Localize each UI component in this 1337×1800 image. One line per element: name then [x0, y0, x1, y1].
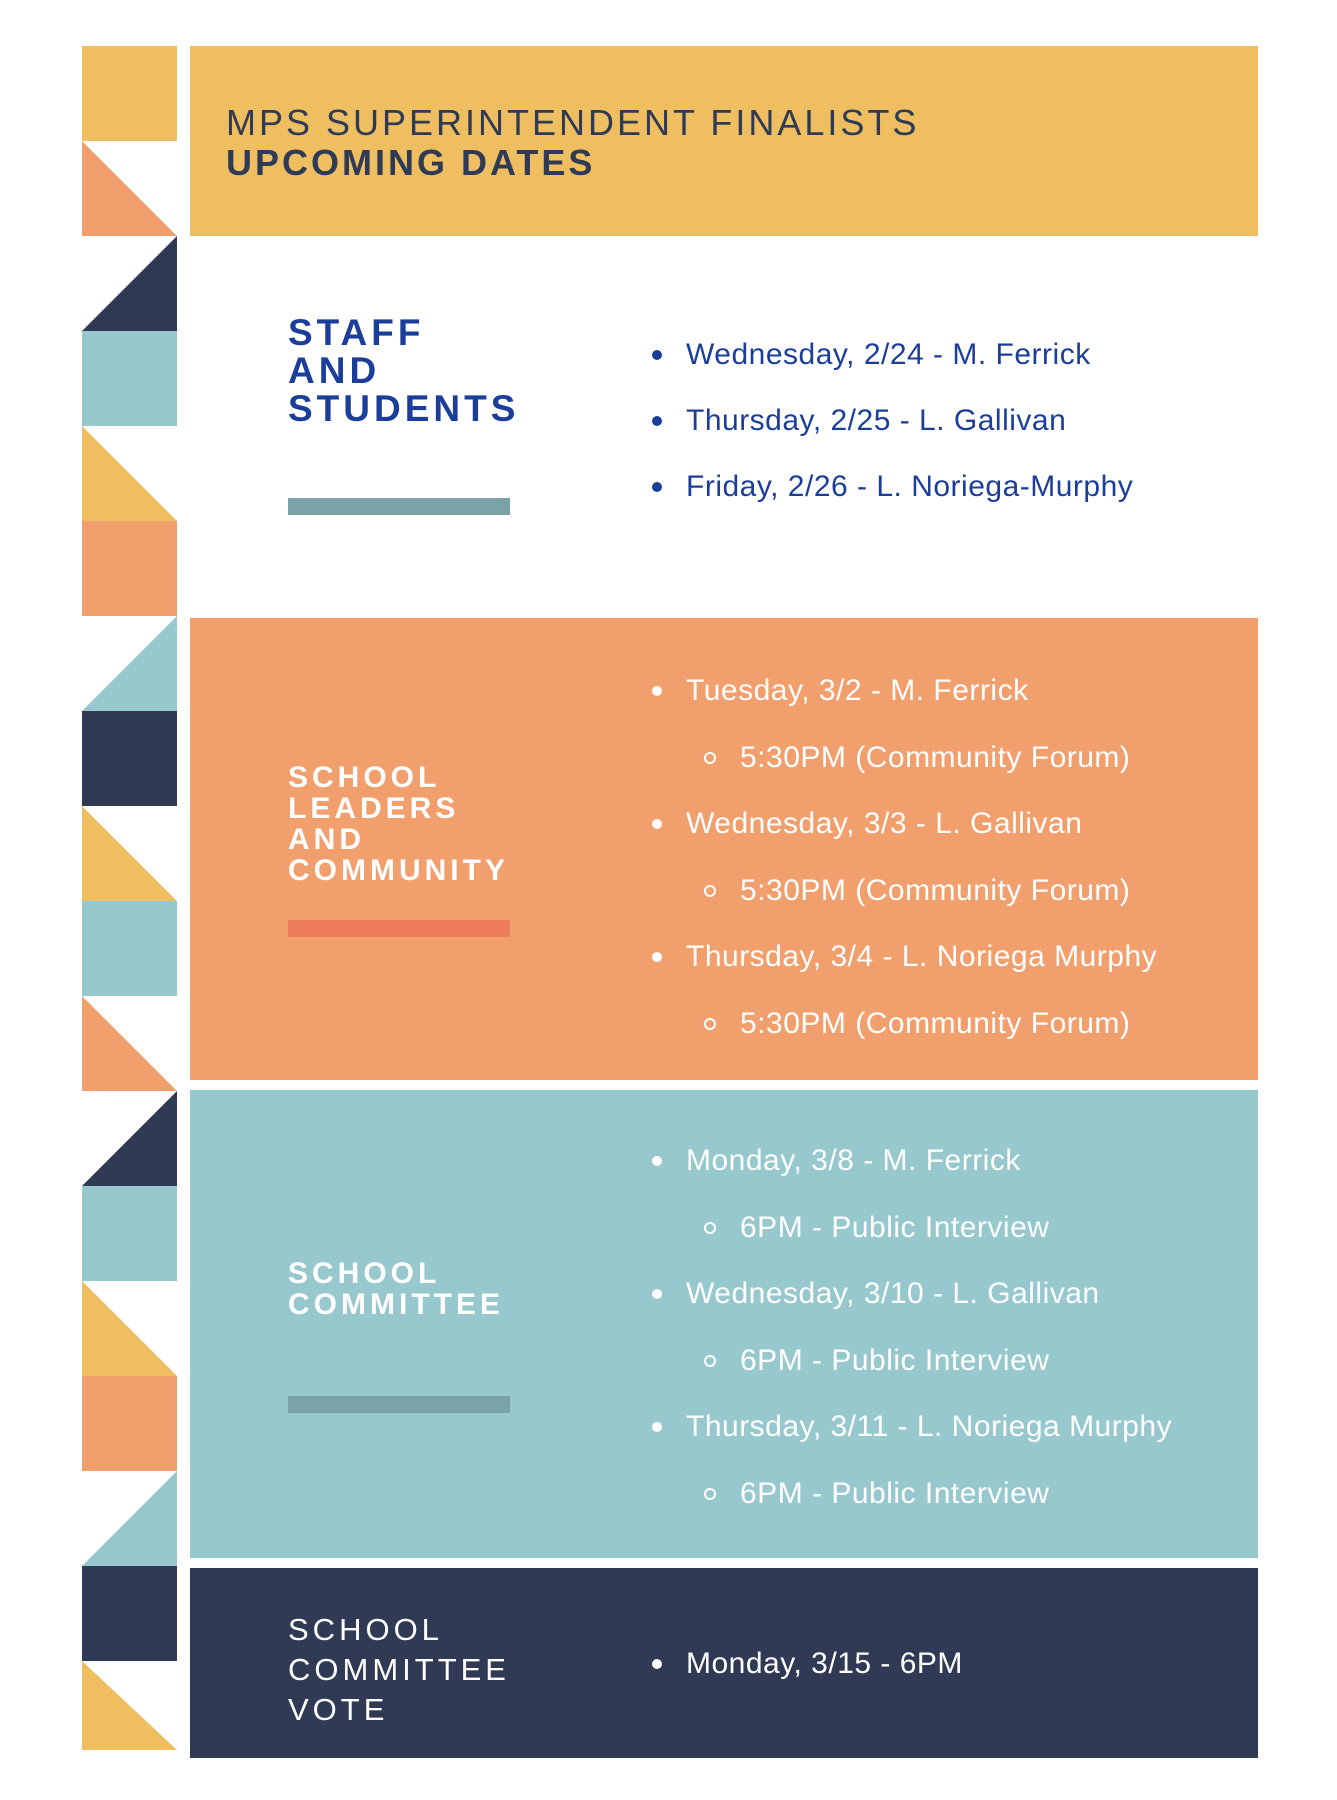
- header-banner: [190, 46, 1258, 236]
- list-item: Monday, 3/15 - 6PM: [648, 1644, 963, 1684]
- list-item: Thursday, 3/11 - L. Noriega Murphy: [648, 1394, 1172, 1461]
- date-list: [648, 322, 1133, 520]
- section-title: STAFF AND STUDENTS: [288, 312, 520, 429]
- section-school-committee: [190, 1090, 1258, 1558]
- date-list: [648, 1128, 1172, 1527]
- date-list: [648, 658, 1157, 1057]
- header-subtitle: UPCOMING DATES: [226, 142, 596, 183]
- list-item: Wednesday, 3/10 - L. Gallivan: [648, 1261, 1172, 1328]
- decorative-geometric-stripe: [82, 46, 177, 1750]
- list-item: Tuesday, 3/2 - M. Ferrick: [648, 658, 1157, 725]
- list-item: Wednesday, 2/24 - M. Ferrick: [648, 322, 1133, 388]
- list-item: 5:30PM (Community Forum): [648, 858, 1157, 925]
- list-item: Monday, 3/8 - M. Ferrick: [648, 1128, 1172, 1195]
- section-title: SCHOOL COMMITTEE VOTE: [288, 1612, 510, 1727]
- list-item: Thursday, 2/25 - L. Gallivan: [648, 388, 1133, 454]
- section-divider: [288, 920, 510, 937]
- list-item: Thursday, 3/4 - L. Noriega Murphy: [648, 924, 1157, 991]
- section-title: SCHOOL COMMITTEE: [288, 1257, 504, 1321]
- section-title: SCHOOL LEADERS AND COMMUNITY: [288, 761, 509, 887]
- date-list: [648, 1644, 963, 1684]
- section-staff-students: [190, 236, 1258, 618]
- list-item: Wednesday, 3/3 - L. Gallivan: [648, 791, 1157, 858]
- list-item: Friday, 2/26 - L. Noriega-Murphy: [648, 454, 1133, 520]
- header-title: MPS SUPERINTENDENT FINALISTS: [226, 102, 920, 143]
- section-divider: [288, 1396, 510, 1413]
- list-item: 5:30PM (Community Forum): [648, 725, 1157, 792]
- list-item: 6PM - Public Interview: [648, 1461, 1172, 1528]
- section-divider: [288, 498, 510, 515]
- section-committee-vote: [190, 1568, 1258, 1758]
- list-item: 6PM - Public Interview: [648, 1328, 1172, 1395]
- list-item: 5:30PM (Community Forum): [648, 991, 1157, 1058]
- list-item: 6PM - Public Interview: [648, 1195, 1172, 1262]
- section-school-leaders: [190, 618, 1258, 1080]
